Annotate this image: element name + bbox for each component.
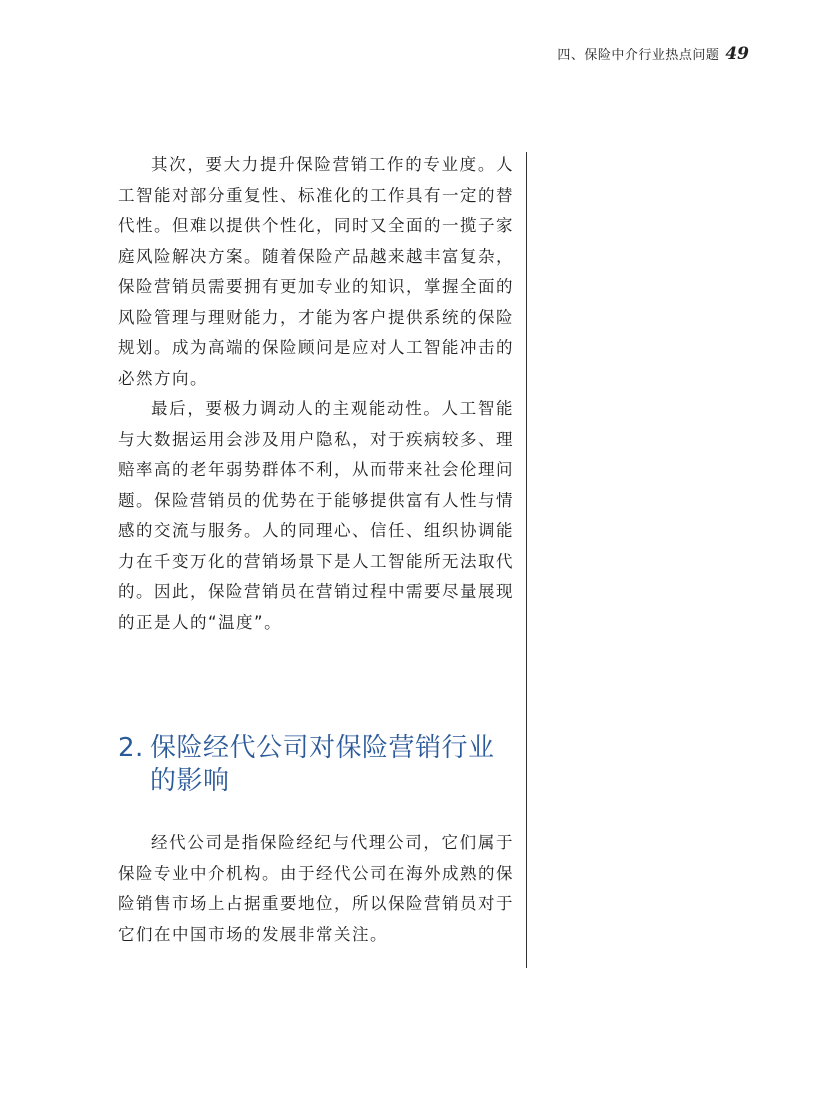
body-paragraph-2: 最后，要极力调动人的主观能动性。人工智能与大数据运用会涉及用户隐私，对于疾病较多、理赔率高的老年弱势群体不利，从而带来社会伦理问题。保险营销员的优势在于能够提供富有人性与情感的交流与服务。人的同理心、信任、组织协调能力在千变万化的营销场景下是人工智能所无法取代的。因此，保险营销员在营销过程中需要尽量展现的正是人的“温度”。 xyxy=(118,399,514,632)
section-number: 2. xyxy=(118,733,144,763)
section-title-text: 保险经代公司对保险营销行业的影响 xyxy=(150,733,495,796)
main-content xyxy=(118,150,514,950)
body-paragraph-1: 其次，要大力提升保险营销工作的专业度。人工智能对部分重复性、标准化的工作具有一定的替代性。但难以提供个性化，同时又全面的一揽子家庭风险解决方案。随着保险产品越来越丰富复杂，保险营销员需要拥有更加专业的知识，掌握全面的风险管理与理财能力，才能为客户提供系统的保险规划。成为高端的保险顾问是应对人工智能冲击的必然方向。 xyxy=(118,155,514,388)
page-number: 49 xyxy=(725,44,749,64)
margin-rule xyxy=(526,152,527,968)
section-body xyxy=(118,828,514,950)
section-heading xyxy=(118,732,514,798)
section-paragraph-1: 经代公司是指保险经纪与代理公司，它们属于保险专业中介机构。由于经代公司在海外成熟的保险销售市场上占据重要地位，所以保险营销员对于它们在中国市场的发展非常关注。 xyxy=(118,833,514,944)
running-header-section-title: 四、保险中介行业热点问题 xyxy=(557,48,720,63)
running-header xyxy=(557,44,749,64)
